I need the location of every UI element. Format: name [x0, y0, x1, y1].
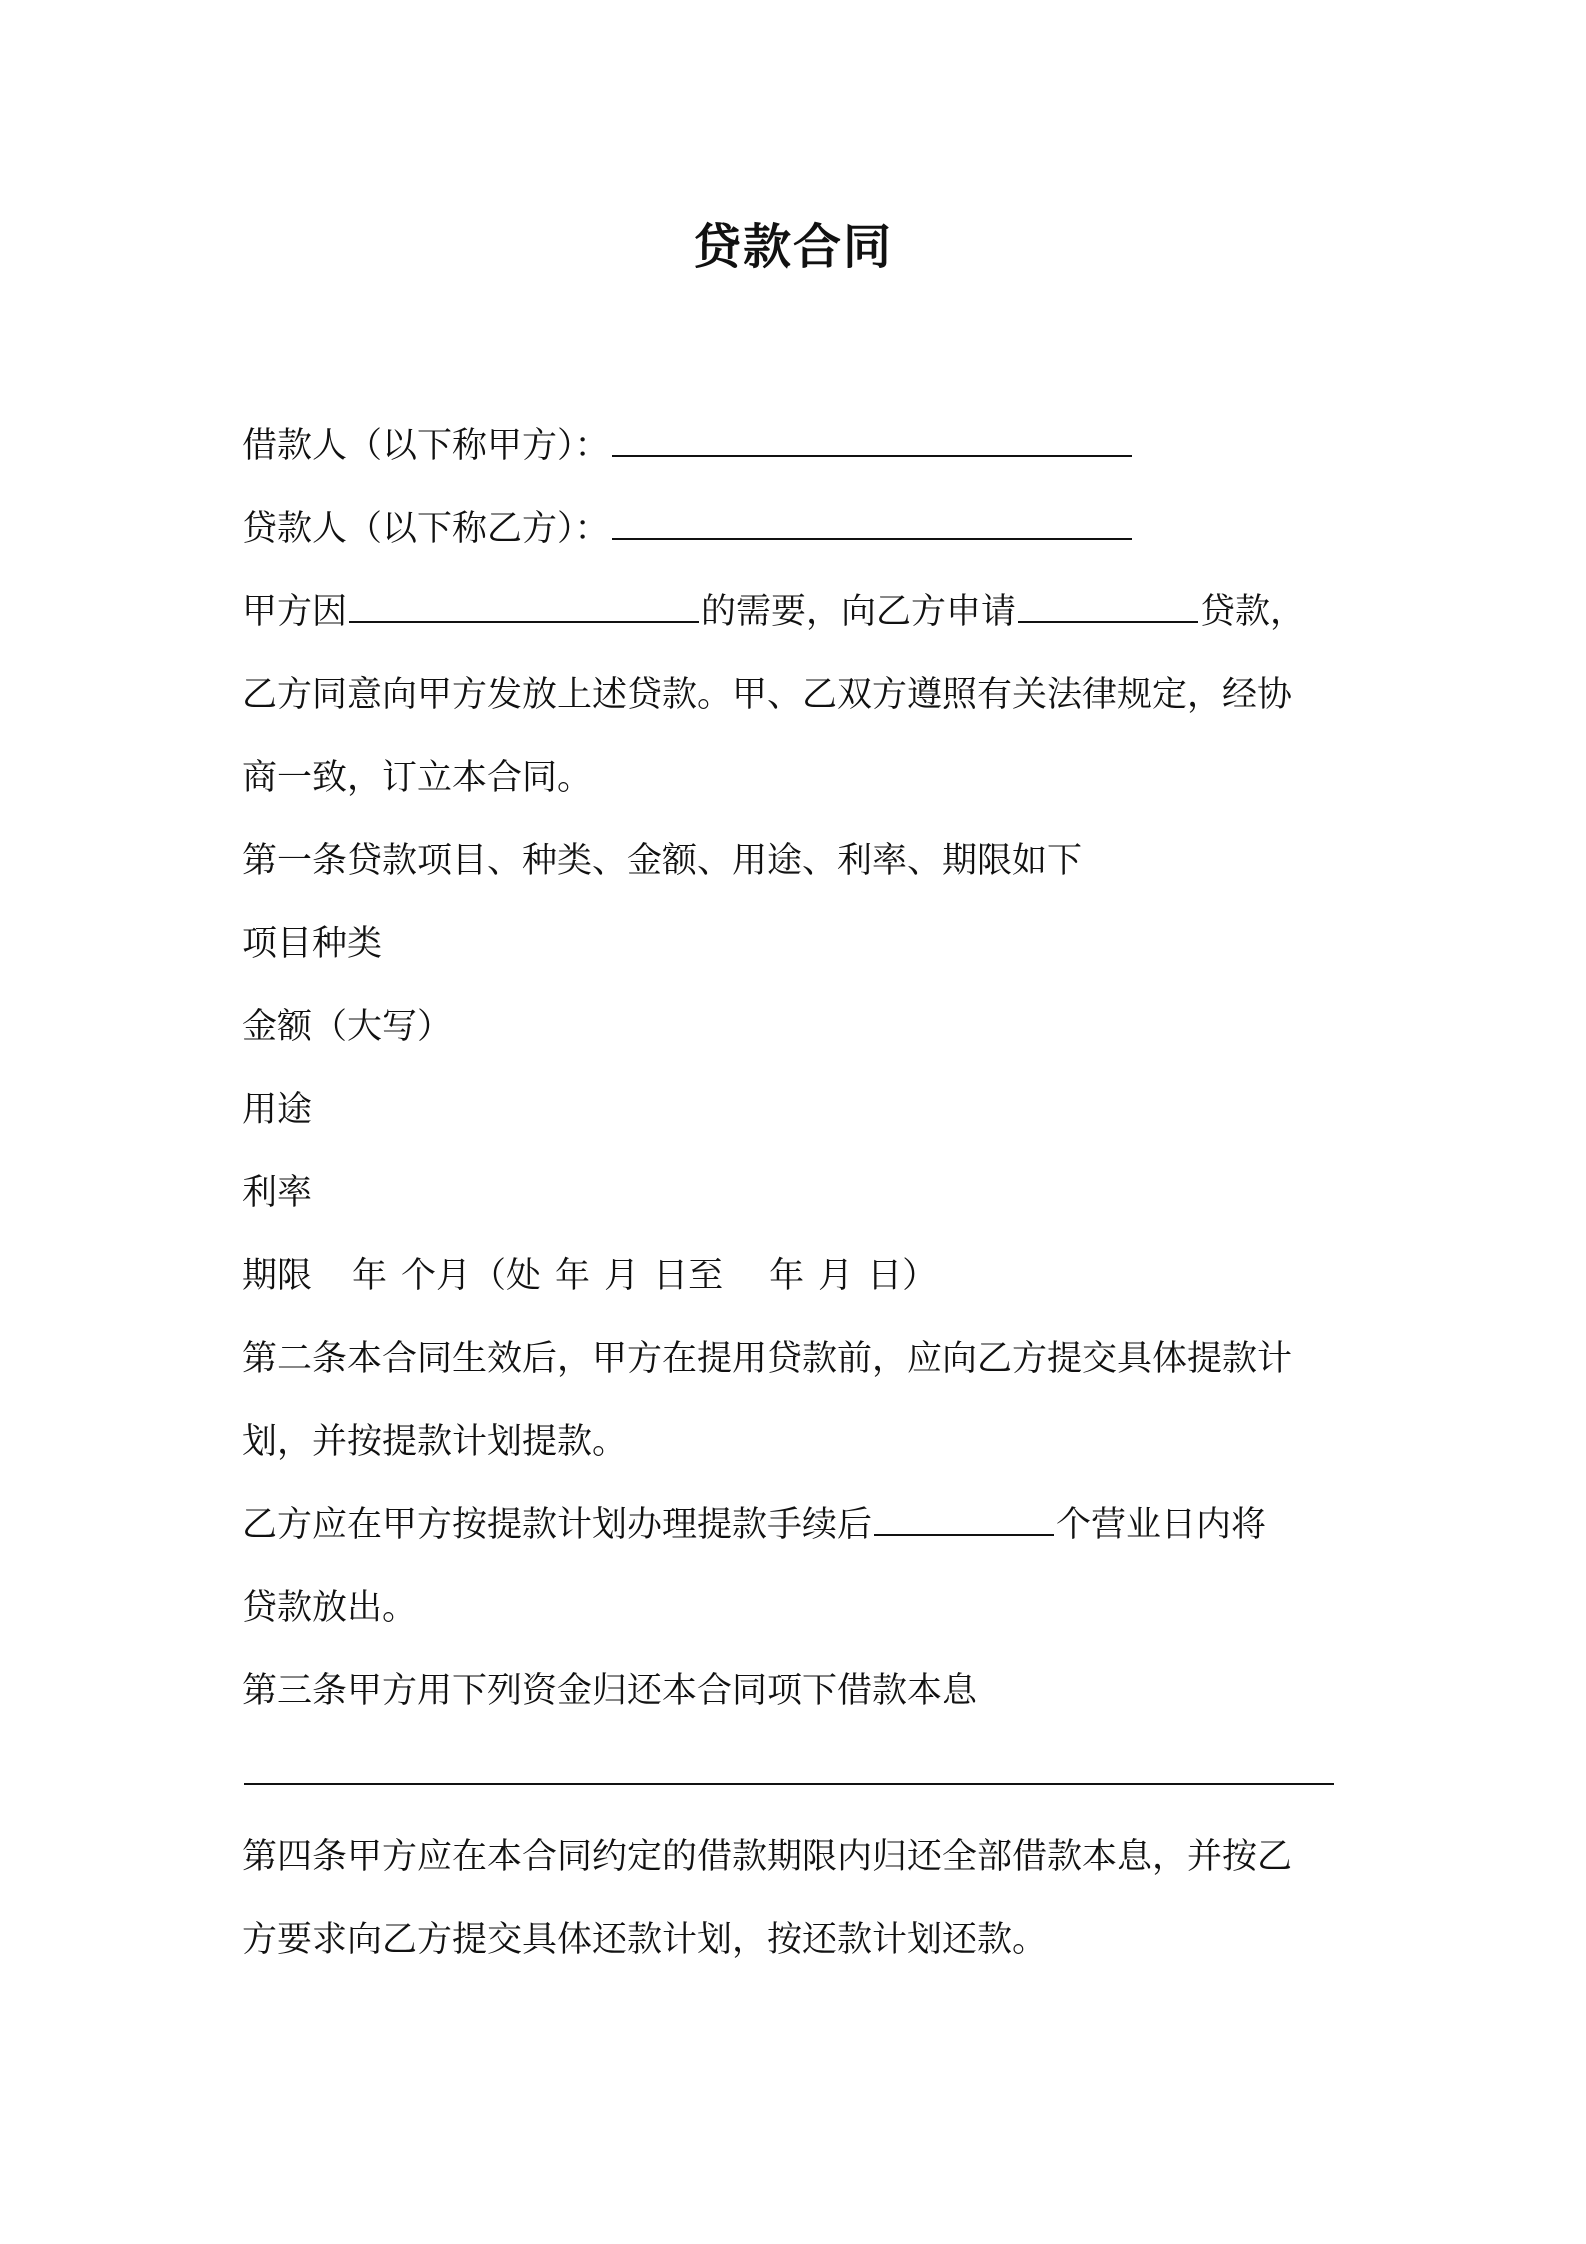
term-day-to: 日至: [653, 1256, 724, 1296]
article4-line-1: 第四条甲方应在本合同约定的借款期限内归还全部借款本息，并按乙: [242, 1837, 1293, 1877]
term-day-end: 日）: [867, 1256, 938, 1296]
term-year2: 年: [555, 1256, 591, 1296]
term-months: 个月（处: [401, 1256, 542, 1296]
article4-line-2: 方要求向乙方提交具体还款计划，按还款计划还款。: [242, 1920, 1048, 1960]
article1-item-type: 项目种类: [242, 924, 383, 964]
article1-purpose: 用途: [242, 1090, 313, 1130]
term-year3: 年: [769, 1256, 805, 1296]
borrower-blank[interactable]: [612, 409, 1132, 457]
article1-heading: 第一条贷款项目、种类、金额、用途、利率、期限如下: [242, 841, 1083, 881]
article1-term: [242, 1235, 1362, 1318]
intro-line-2: 乙方同意向甲方发放上述贷款。甲、乙双方遵照有关法律规定，经协: [242, 675, 1293, 715]
term-year: 年: [352, 1256, 388, 1296]
document-body: [242, 405, 1362, 1982]
intro-line-1: [242, 571, 1362, 654]
document-title: 贷款合同: [692, 219, 893, 275]
borrower-line: [242, 405, 1362, 488]
lender-line: [242, 488, 1362, 571]
borrower-label: 借款人（以下称甲方）：: [242, 426, 610, 466]
reason-blank[interactable]: [349, 575, 699, 623]
loan-type-blank[interactable]: [1018, 575, 1198, 623]
article2-line-1: 第二条本合同生效后，甲方在提用贷款前，应向乙方提交具体提款计: [242, 1339, 1293, 1379]
article2-line3-part2: 个营业日内将: [1056, 1505, 1267, 1545]
intro-line-3: 商一致，订立本合同。: [242, 758, 593, 798]
intro-part2: 的需要，向乙方申请: [701, 592, 1017, 632]
business-days-blank[interactable]: [874, 1488, 1054, 1536]
article2-line-3: [242, 1484, 1362, 1567]
intro-part1: 甲方因: [242, 592, 348, 632]
article1-rate: 利率: [242, 1173, 313, 1213]
term-month2: 月: [818, 1256, 854, 1296]
term-month: 月: [604, 1256, 640, 1296]
article1-amount: 金额（大写）: [242, 1007, 453, 1047]
article2-line3-part1: 乙方应在甲方按提款计划办理提款手续后: [242, 1505, 873, 1545]
lender-blank[interactable]: [612, 492, 1132, 540]
lender-label: 贷款人（以下称乙方）：: [242, 509, 610, 549]
intro-part3: 贷款，: [1200, 592, 1306, 632]
repayment-source-blank[interactable]: [244, 1737, 1334, 1785]
article2-line-2: 划，并按提款计划提款。: [242, 1422, 628, 1462]
term-label: 期限: [242, 1256, 313, 1296]
article3-blank-line: [242, 1733, 1362, 1816]
article2-line-4: 贷款放出。: [242, 1588, 418, 1628]
article3-line-1: 第三条甲方用下列资金归还本合同项下借款本息: [242, 1671, 978, 1711]
